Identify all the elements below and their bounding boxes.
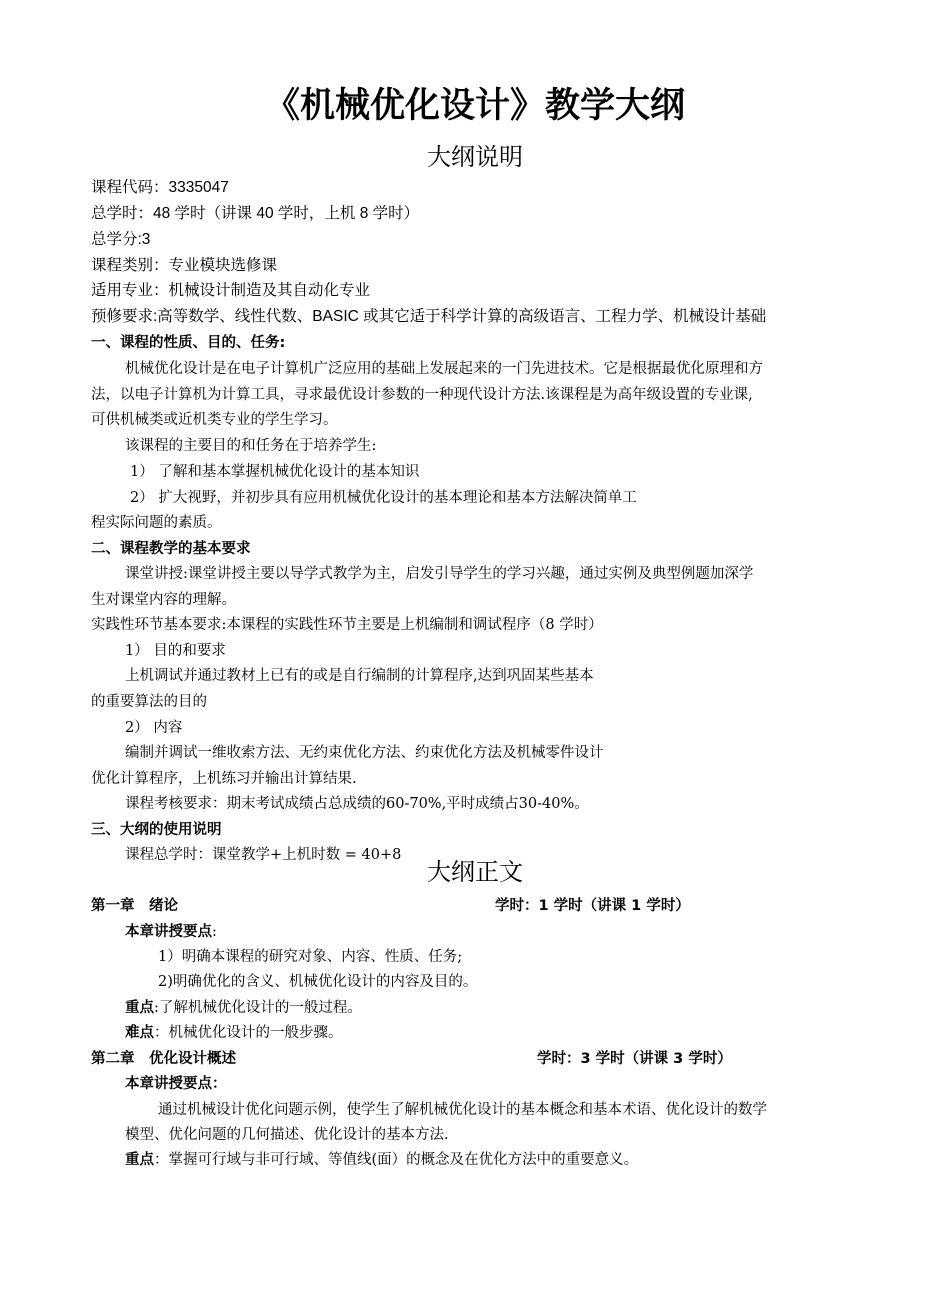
focus-text: :了解机械优化设计的一般过程。	[154, 1000, 362, 1016]
body-heading: 大纲正文	[427, 858, 523, 886]
chapter-2-hours: 学时：3 学时（讲课 3 学时）	[537, 1051, 732, 1067]
course-code: 课程代码：3335047	[91, 179, 229, 196]
paragraph-line: 模型、优化问题的几何描述、优化设计的基本方法.	[125, 1127, 449, 1143]
course-category: 课程类别：专业模块选修课	[91, 257, 278, 274]
paragraph-line: 课堂讲授:课堂讲授主要以导学式教学为主，启发引导学生的学习兴趣，通过实例及典型例题加深学	[125, 566, 754, 582]
list-item: 1） 目的和要求	[125, 643, 226, 659]
paragraph-line: 优化计算程序，上机练习并输出计算结果.	[91, 771, 357, 787]
total-hours: 总学时：48 学时（讲课 40 学时，上机 8 学时）	[91, 205, 420, 222]
paragraph-line: 上机调试并通过教材上已有的或是自行编制的计算程序,达到巩固某些基本	[125, 668, 594, 684]
paragraph-line: 通过机械设计优化问题示例，使学生了解机械优化设计的基本概念和基本术语、优化设计的数学	[158, 1102, 767, 1118]
difficulty-text: ：机械优化设计的一般步骤。	[154, 1025, 343, 1041]
section-3-heading: 三、大纲的使用说明	[91, 822, 222, 838]
list-item-continuation: 程实际问题的素质。	[91, 515, 222, 531]
focus-label: 重点	[125, 1000, 154, 1016]
focus-label: 重点	[125, 1152, 154, 1168]
paragraph-line: 机械优化设计是在电子计算机广泛应用的基础上发展起来的一门先进技术。它是根据最优化原理和方	[125, 361, 763, 377]
list-item: 2） 扩大视野，并初步具有应用机械优化设计的基本理论和基本方法解决简单工	[130, 490, 637, 506]
paragraph-line: 课程总学时：课堂教学+上机时数 = 40+8	[125, 847, 402, 863]
paragraph-line: 该课程的主要目的和任务在于培养学生:	[125, 438, 377, 454]
section-1-heading: 一、课程的性质、目的、任务:	[91, 335, 286, 351]
chapter-1-title: 第一章 绪论	[91, 898, 178, 914]
prerequisites: 预修要求:高等数学、线性代数、BASIC 或其它适于科学计算的高级语言、工程力学、机械设计基础	[91, 308, 767, 325]
paragraph-line: 实践性环节基本要求:本课程的实践性环节主要是上机编制和调试程序（8 学时）	[91, 617, 603, 633]
focus-line	[125, 996, 362, 1017]
document-title: 《机械优化设计》教学大纲	[264, 86, 685, 126]
key-points-label-text: 本章讲授要点	[125, 924, 212, 940]
chapter-1-hours: 学时：1 学时（讲课 1 学时）	[495, 898, 690, 914]
paragraph-line: 的重要算法的目的	[91, 694, 207, 710]
list-item: 2） 内容	[125, 720, 183, 736]
key-points-label: 本章讲授要点：	[125, 1076, 227, 1092]
difficulty-label: 难点	[125, 1025, 154, 1041]
applicable-major: 适用专业：机械设计制造及其自动化专业	[91, 282, 371, 299]
paragraph-line: 编制并调试一维收索方法、无约束优化方法、约束优化方法及机械零件设计	[125, 745, 604, 761]
list-item: 1） 了解和基本掌握机械优化设计的基本知识	[130, 464, 420, 480]
focus-text: ：掌握可行域与非可行域、等值线(面）的概念及在优化方法中的重要意义。	[154, 1152, 639, 1168]
key-points-colon: :	[212, 924, 217, 940]
exam-requirement: 课程考核要求：期末考试成绩占总成绩的60-70%,平时成绩占30-40%。	[125, 796, 589, 812]
list-item: 1）明确本课程的研究对象、内容、性质、任务;	[158, 949, 463, 965]
paragraph-line: 生对课堂内容的理解。	[91, 592, 236, 608]
section-2-heading: 二、课程教学的基本要求	[91, 541, 251, 557]
list-item: 2)明确优化的含义、机械优化设计的内容及目的。	[158, 974, 478, 990]
chapter-2-title: 第二章 优化设计概述	[91, 1051, 236, 1067]
outline-heading: 大纲说明	[427, 143, 523, 171]
focus-line	[125, 1148, 638, 1169]
total-credits: 总学分:3	[91, 231, 151, 248]
difficulty-line	[125, 1021, 343, 1042]
key-points-label	[125, 920, 217, 941]
paragraph-line: 可供机械类或近机类专业的学生学习。	[91, 412, 338, 428]
paragraph-line: 法，以电子计算机为计算工具，寻求最优设计参数的一种现代设计方法.该课程是为高年级设置的专业课,	[91, 387, 753, 403]
